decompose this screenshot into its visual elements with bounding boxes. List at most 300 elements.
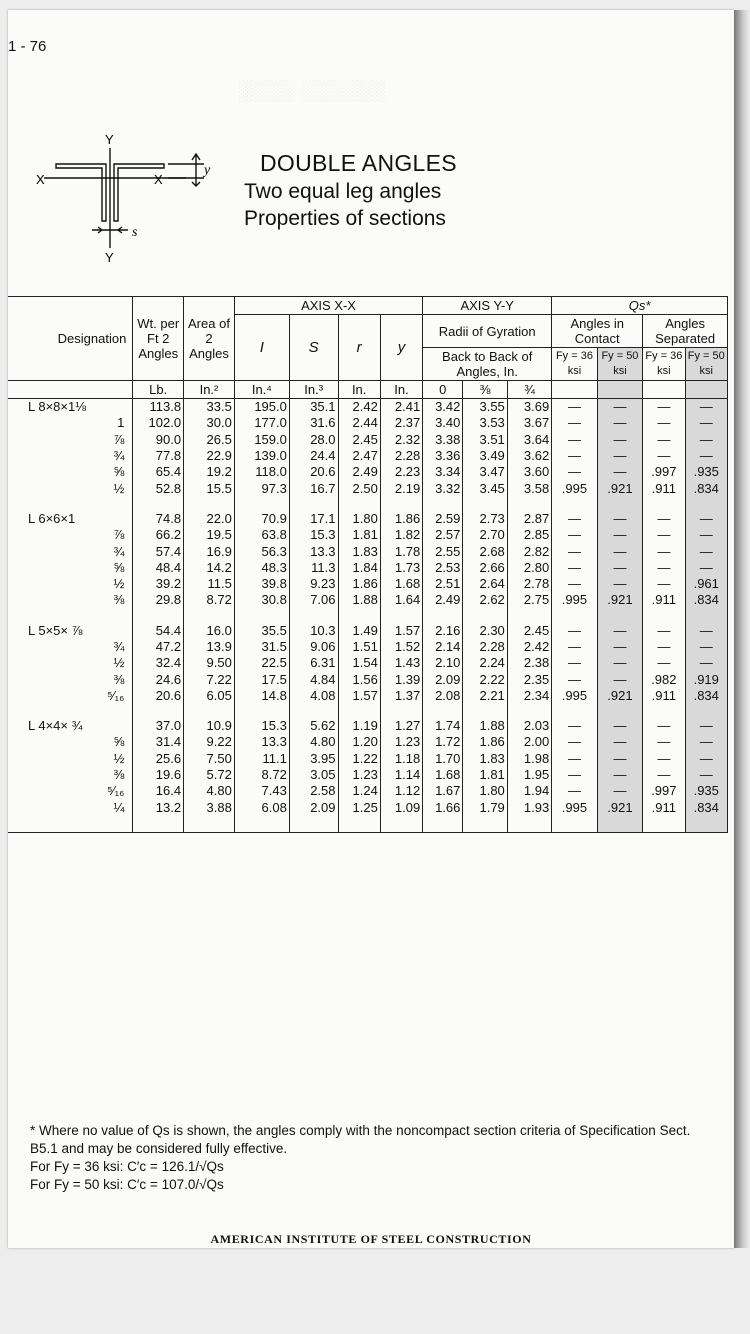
value-cell: 1.39 xyxy=(380,671,422,687)
value-cell: 22.9 xyxy=(184,448,235,464)
qs-cell: — xyxy=(685,751,728,767)
value-cell: 3.67 xyxy=(507,415,551,431)
value-cell: 2.42 xyxy=(338,399,380,416)
value-cell: 2.49 xyxy=(338,464,380,480)
value-cell: 1.49 xyxy=(338,623,380,639)
value-cell: 1.86 xyxy=(380,511,422,527)
thickness-label: ⁵⁄₁₆ xyxy=(107,687,125,703)
table-row xyxy=(8,399,728,416)
value-cell: 1.12 xyxy=(380,783,422,799)
value-cell: 2.03 xyxy=(507,718,551,734)
value-cell: 1.22 xyxy=(338,751,380,767)
value-cell: 11.3 xyxy=(289,560,338,576)
footnote-line-2: For Fy = 36 ksi: C′c = 126.1/√Qs xyxy=(30,1159,224,1174)
centroid-header: y xyxy=(380,315,422,381)
value-cell: 5.72 xyxy=(184,767,235,783)
value-cell: 1.81 xyxy=(338,527,380,543)
designation-cell xyxy=(8,448,133,464)
qs-cell: — xyxy=(643,432,685,448)
designation-cell xyxy=(8,688,133,704)
value-cell: 57.4 xyxy=(133,543,184,559)
value-cell: 2.64 xyxy=(463,576,507,592)
designation-cell xyxy=(8,480,133,496)
value-cell: 3.40 xyxy=(423,415,463,431)
qs-cell: — xyxy=(597,751,642,767)
qs-cell: — xyxy=(643,623,685,639)
qs-cell: — xyxy=(552,448,597,464)
value-cell: 10.9 xyxy=(184,718,235,734)
value-cell: 1.54 xyxy=(338,655,380,671)
designation-cell xyxy=(8,511,133,527)
value-cell: 20.6 xyxy=(133,688,184,704)
value-cell: 2.66 xyxy=(463,560,507,576)
value-cell: 2.57 xyxy=(423,527,463,543)
qs-cell: .995 xyxy=(552,592,597,608)
y-centroid-label: y xyxy=(204,163,211,178)
value-cell: 4.80 xyxy=(184,783,235,799)
group-spacer xyxy=(8,609,728,623)
value-cell: 2.75 xyxy=(507,592,551,608)
table-row xyxy=(8,464,728,480)
value-cell: 3.51 xyxy=(463,432,507,448)
value-cell: 3.60 xyxy=(507,464,551,480)
designation-label: L 6×6×1 xyxy=(28,510,76,526)
qs-cell: .919 xyxy=(685,671,728,687)
unit-cell: In.³ xyxy=(289,381,338,399)
qs-cell: — xyxy=(685,734,728,750)
value-cell: 22.0 xyxy=(184,511,235,527)
table-row xyxy=(8,576,728,592)
value-cell: 14.8 xyxy=(234,688,289,704)
qs-cell: .982 xyxy=(643,671,685,687)
designation-cell xyxy=(8,783,133,799)
value-cell: 77.8 xyxy=(133,448,184,464)
value-cell: 1.78 xyxy=(380,543,422,559)
value-cell: 66.2 xyxy=(133,527,184,543)
qs-cell: — xyxy=(643,734,685,750)
thickness-label: ¾ xyxy=(113,639,125,654)
value-cell: 1.64 xyxy=(380,592,422,608)
qs-cell: — xyxy=(597,448,642,464)
value-cell: 2.47 xyxy=(338,448,380,464)
qs-cell: — xyxy=(685,655,728,671)
value-cell: 1.25 xyxy=(338,800,380,816)
value-cell: 2.16 xyxy=(423,623,463,639)
value-cell: 2.41 xyxy=(380,399,422,416)
thickness-label: ⅞ xyxy=(113,527,125,543)
table-row xyxy=(8,432,728,448)
title-line-3: Properties of sections xyxy=(244,207,446,230)
fy36-contact-header: Fy = 36 ksi xyxy=(552,348,597,381)
value-cell: 19.2 xyxy=(184,464,235,480)
value-cell: 1.83 xyxy=(338,543,380,559)
value-cell: 14.2 xyxy=(184,560,235,576)
value-cell: 1.43 xyxy=(380,655,422,671)
axis-xx-header: AXIS X-X xyxy=(234,297,422,315)
table-row xyxy=(8,655,728,671)
value-cell: 159.0 xyxy=(234,432,289,448)
moment-inertia-header: I xyxy=(234,315,289,381)
value-cell: 3.45 xyxy=(463,480,507,496)
value-cell: 2.55 xyxy=(423,543,463,559)
designation-cell xyxy=(8,671,133,687)
thickness-label: ⅜ xyxy=(113,767,125,783)
value-cell: 15.3 xyxy=(289,527,338,543)
value-cell: 9.06 xyxy=(289,639,338,655)
qs-cell: — xyxy=(643,576,685,592)
value-cell: 2.44 xyxy=(338,415,380,431)
value-cell: 1.20 xyxy=(338,734,380,750)
unit-cell: In.² xyxy=(184,381,235,399)
qs-cell: — xyxy=(685,560,728,576)
value-cell: 37.0 xyxy=(133,718,184,734)
value-cell: 48.4 xyxy=(133,560,184,576)
qs-cell: — xyxy=(552,767,597,783)
value-cell: 28.0 xyxy=(289,432,338,448)
unit-cell: ⅜ xyxy=(463,381,507,399)
value-cell: 7.22 xyxy=(184,671,235,687)
value-cell: 1.86 xyxy=(463,734,507,750)
value-cell: 16.9 xyxy=(184,543,235,559)
spacing-label: s xyxy=(132,225,138,240)
table-row xyxy=(8,671,728,687)
qs-cell: — xyxy=(552,432,597,448)
value-cell: 30.0 xyxy=(184,415,235,431)
value-cell: 52.8 xyxy=(133,480,184,496)
value-cell: 97.3 xyxy=(234,480,289,496)
designation-header: Designation xyxy=(8,297,133,381)
value-cell: 4.08 xyxy=(289,688,338,704)
qs-cell: — xyxy=(597,560,642,576)
qs-cell: .961 xyxy=(685,576,728,592)
designation-cell xyxy=(8,576,133,592)
qs-cell: .935 xyxy=(685,783,728,799)
value-cell: 48.3 xyxy=(234,560,289,576)
value-cell: 19.6 xyxy=(133,767,184,783)
section-modulus-header: S xyxy=(289,315,338,381)
value-cell: 3.62 xyxy=(507,448,551,464)
unit-cell: In.⁴ xyxy=(234,381,289,399)
value-cell: 3.34 xyxy=(423,464,463,480)
value-cell: 2.73 xyxy=(463,511,507,527)
value-cell: 1.95 xyxy=(507,767,551,783)
unit-cell: ¾ xyxy=(507,381,551,399)
radii-header: Radii of Gyration xyxy=(423,315,552,348)
value-cell: 3.88 xyxy=(184,800,235,816)
qs-cell: .834 xyxy=(685,592,728,608)
qs-cell: .997 xyxy=(643,464,685,480)
table-tail xyxy=(8,816,728,833)
qs-cell: .995 xyxy=(552,688,597,704)
value-cell: 13.2 xyxy=(133,800,184,816)
value-cell: 3.32 xyxy=(423,480,463,496)
value-cell: 2.14 xyxy=(423,639,463,655)
qs-cell: — xyxy=(597,655,642,671)
value-cell: 9.50 xyxy=(184,655,235,671)
group-spacer xyxy=(8,497,728,511)
thickness-label: ½ xyxy=(113,480,125,496)
value-cell: 1.37 xyxy=(380,688,422,704)
qs-cell: — xyxy=(643,527,685,543)
value-cell: 1.09 xyxy=(380,800,422,816)
value-cell: 1.70 xyxy=(423,751,463,767)
table-body xyxy=(8,399,728,833)
value-cell: 2.21 xyxy=(463,688,507,704)
value-cell: 6.31 xyxy=(289,655,338,671)
value-cell: 19.5 xyxy=(184,527,235,543)
qs-cell: .995 xyxy=(552,480,597,496)
value-cell: 7.50 xyxy=(184,751,235,767)
unit-cell: In. xyxy=(380,381,422,399)
thickness-label: ¾ xyxy=(113,543,125,559)
value-cell: 24.6 xyxy=(133,671,184,687)
footnote-line-3: For Fy = 50 ksi: C′c = 107.0/√Qs xyxy=(30,1177,224,1192)
value-cell: 1.83 xyxy=(463,751,507,767)
table-row xyxy=(8,688,728,704)
weight-header: Wt. per Ft 2 Angles xyxy=(133,297,184,381)
title-line-1: DOUBLE ANGLES xyxy=(260,150,457,176)
value-cell: 2.09 xyxy=(423,671,463,687)
qs-cell: — xyxy=(552,655,597,671)
qs-cell: — xyxy=(552,623,597,639)
value-cell: 31.6 xyxy=(289,415,338,431)
value-cell: 54.4 xyxy=(133,623,184,639)
qs-cell: — xyxy=(597,734,642,750)
value-cell: 3.42 xyxy=(423,399,463,416)
value-cell: 2.42 xyxy=(507,639,551,655)
qs-cell: — xyxy=(685,527,728,543)
value-cell: 1.72 xyxy=(423,734,463,750)
value-cell: 1.81 xyxy=(463,767,507,783)
value-cell: 16.4 xyxy=(133,783,184,799)
bleed-through-text: ░░░░ ░░░░░░ xyxy=(238,80,386,102)
value-cell: 2.19 xyxy=(380,480,422,496)
qs-cell: — xyxy=(552,560,597,576)
thickness-label: 1 xyxy=(117,415,125,431)
publisher-footer: AMERICAN INSTITUTE OF STEEL CONSTRUCTION xyxy=(210,1232,532,1246)
qs-cell: — xyxy=(597,543,642,559)
qs-cell: — xyxy=(685,399,728,416)
value-cell: 2.78 xyxy=(507,576,551,592)
value-cell: 2.28 xyxy=(380,448,422,464)
qs-cell: — xyxy=(552,751,597,767)
value-cell: 24.4 xyxy=(289,448,338,464)
table-row xyxy=(8,543,728,559)
value-cell: 2.09 xyxy=(289,800,338,816)
qs-cell: — xyxy=(597,576,642,592)
book-page xyxy=(8,10,734,1248)
value-cell: 113.8 xyxy=(133,399,184,416)
value-cell: 1.73 xyxy=(380,560,422,576)
value-cell: 32.4 xyxy=(133,655,184,671)
value-cell: 2.22 xyxy=(463,671,507,687)
in-contact-header: Angles in Contact xyxy=(552,315,643,348)
value-cell: 2.50 xyxy=(338,480,380,496)
value-cell: 1.51 xyxy=(338,639,380,655)
qs-cell: — xyxy=(643,751,685,767)
qs-cell: — xyxy=(643,655,685,671)
qs-cell: — xyxy=(597,432,642,448)
value-cell: 25.6 xyxy=(133,751,184,767)
thickness-label: ⁵⁄₁₆ xyxy=(107,783,125,799)
value-cell: 3.64 xyxy=(507,432,551,448)
value-cell: 1.24 xyxy=(338,783,380,799)
value-cell: 1.56 xyxy=(338,671,380,687)
value-cell: 31.4 xyxy=(133,734,184,750)
qs-cell: — xyxy=(552,399,597,416)
qs-cell: — xyxy=(643,543,685,559)
designation-cell xyxy=(8,432,133,448)
qs-cell: — xyxy=(552,671,597,687)
unit-cell: In. xyxy=(338,381,380,399)
value-cell: 1.79 xyxy=(463,800,507,816)
value-cell: 15.3 xyxy=(234,718,289,734)
qs-cell: — xyxy=(597,399,642,416)
qs-cell: — xyxy=(685,718,728,734)
value-cell: 17.5 xyxy=(234,671,289,687)
value-cell: 13.3 xyxy=(289,543,338,559)
value-cell: 8.72 xyxy=(234,767,289,783)
value-cell: 2.10 xyxy=(423,655,463,671)
section-title xyxy=(238,150,457,231)
value-cell: 1.23 xyxy=(338,767,380,783)
value-cell: 65.4 xyxy=(133,464,184,480)
value-cell: 47.2 xyxy=(133,639,184,655)
footnote xyxy=(30,1122,720,1194)
value-cell: 2.82 xyxy=(507,543,551,559)
value-cell: 20.6 xyxy=(289,464,338,480)
value-cell: 22.5 xyxy=(234,655,289,671)
x-axis-label-left: X xyxy=(36,172,45,187)
thickness-label: ½ xyxy=(113,655,125,671)
value-cell: 2.34 xyxy=(507,688,551,704)
value-cell: 1.57 xyxy=(380,623,422,639)
table-row xyxy=(8,767,728,783)
qs-cell: — xyxy=(643,767,685,783)
value-cell: 15.5 xyxy=(184,480,235,496)
value-cell: 2.32 xyxy=(380,432,422,448)
table-row xyxy=(8,783,728,799)
qs-header: Qs* xyxy=(552,297,728,315)
qs-cell: .921 xyxy=(597,592,642,608)
designation-cell xyxy=(8,592,133,608)
value-cell: 1.98 xyxy=(507,751,551,767)
designation-cell xyxy=(8,560,133,576)
value-cell: 9.23 xyxy=(289,576,338,592)
table-row xyxy=(8,751,728,767)
qs-cell: .834 xyxy=(685,480,728,496)
qs-cell: — xyxy=(597,623,642,639)
qs-cell: — xyxy=(552,415,597,431)
value-cell: 2.30 xyxy=(463,623,507,639)
value-cell: 2.28 xyxy=(463,639,507,655)
value-cell: 26.5 xyxy=(184,432,235,448)
qs-cell: — xyxy=(597,718,642,734)
value-cell: 195.0 xyxy=(234,399,289,416)
unit-cell: 0 xyxy=(423,381,463,399)
designation-cell xyxy=(8,527,133,543)
value-cell: 102.0 xyxy=(133,415,184,431)
value-cell: 2.58 xyxy=(289,783,338,799)
qs-cell: — xyxy=(552,511,597,527)
designation-label: L 4×4× ¾ xyxy=(28,718,83,734)
qs-cell: .834 xyxy=(685,800,728,816)
table-row xyxy=(8,800,728,816)
value-cell: 13.9 xyxy=(184,639,235,655)
value-cell: 1.88 xyxy=(463,718,507,734)
value-cell: 2.53 xyxy=(423,560,463,576)
group-spacer xyxy=(8,704,728,718)
designation-cell xyxy=(8,800,133,816)
qs-cell: — xyxy=(685,432,728,448)
value-cell: 39.8 xyxy=(234,576,289,592)
thickness-label: ¾ xyxy=(113,448,125,464)
value-cell: 33.5 xyxy=(184,399,235,416)
qs-cell: — xyxy=(643,718,685,734)
value-cell: 1.68 xyxy=(423,767,463,783)
value-cell: 1.67 xyxy=(423,783,463,799)
value-cell: 8.72 xyxy=(184,592,235,608)
value-cell: 2.45 xyxy=(338,432,380,448)
table-row xyxy=(8,560,728,576)
qs-cell: — xyxy=(552,543,597,559)
value-cell: 2.49 xyxy=(423,592,463,608)
qs-cell: — xyxy=(685,767,728,783)
designation-cell xyxy=(8,623,133,639)
table-row xyxy=(8,527,728,543)
table-row xyxy=(8,592,728,608)
qs-cell: .935 xyxy=(685,464,728,480)
radius-header: r xyxy=(338,315,380,381)
fy50-contact-header: Fy = 50 ksi xyxy=(597,348,642,381)
value-cell: 2.38 xyxy=(507,655,551,671)
value-cell: 2.59 xyxy=(423,511,463,527)
value-cell: 2.08 xyxy=(423,688,463,704)
table-row xyxy=(8,623,728,639)
value-cell: 1.14 xyxy=(380,767,422,783)
qs-cell: .911 xyxy=(643,800,685,816)
value-cell: 2.23 xyxy=(380,464,422,480)
qs-cell: — xyxy=(685,639,728,655)
value-cell: 5.62 xyxy=(289,718,338,734)
qs-cell: — xyxy=(685,511,728,527)
qs-cell: — xyxy=(552,639,597,655)
qs-cell: — xyxy=(597,511,642,527)
value-cell: 3.55 xyxy=(463,399,507,416)
designation-cell xyxy=(8,639,133,655)
table-row xyxy=(8,718,728,734)
thickness-label: ¼ xyxy=(113,799,125,815)
value-cell: 10.3 xyxy=(289,623,338,639)
qs-cell: — xyxy=(685,415,728,431)
qs-cell: — xyxy=(685,448,728,464)
value-cell: 2.51 xyxy=(423,576,463,592)
double-angle-diagram xyxy=(36,126,236,271)
value-cell: 1.66 xyxy=(423,800,463,816)
value-cell: 3.69 xyxy=(507,399,551,416)
qs-cell: — xyxy=(643,560,685,576)
value-cell: 177.0 xyxy=(234,415,289,431)
qs-cell: — xyxy=(597,415,642,431)
qs-cell: .911 xyxy=(643,480,685,496)
value-cell: 13.3 xyxy=(234,734,289,750)
designation-cell xyxy=(8,464,133,480)
value-cell: 2.45 xyxy=(507,623,551,639)
designation-label: L 5×5× ⅞ xyxy=(28,622,83,638)
qs-cell: — xyxy=(597,767,642,783)
value-cell: 139.0 xyxy=(234,448,289,464)
table-row xyxy=(8,734,728,750)
